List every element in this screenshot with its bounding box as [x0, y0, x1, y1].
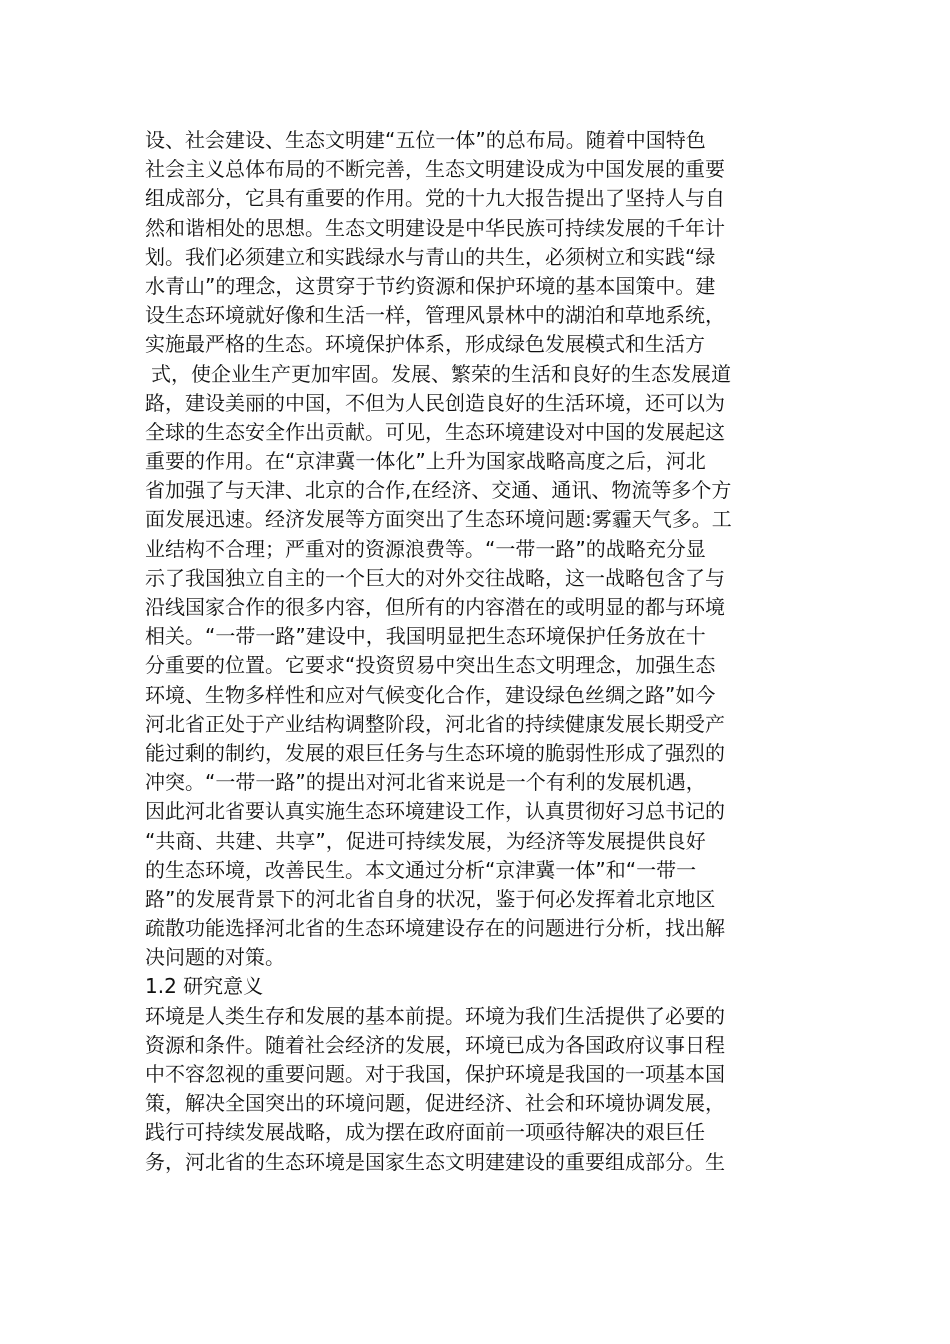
text-line: 的生态环境，改善民生。本文通过分析“京津冀一体”和“一带一: [145, 857, 697, 882]
text-line: 能过剩的制约，发展的艰巨任务与生态环境的脆弱性形成了强烈的: [145, 740, 725, 765]
paragraph-context: [145, 126, 805, 972]
text-line: 河北省正处于产业结构调整阶段，河北省的持续健康发展长期受产: [145, 711, 725, 736]
document-body: [145, 126, 805, 1177]
text-line: 社会主义总体布局的不断完善，生态文明建设成为中国发展的重要: [145, 157, 725, 182]
text-line: 策，解决全国突出的环境问题，促进经济、社会和环境协调发展，: [145, 1091, 725, 1116]
text-line: 设生态环境就好像和生活一样，管理风景林中的湖泊和草地系统，: [145, 303, 725, 328]
text-line: 业结构不合理；严重对的资源浪费等。“一带一路”的战略充分显: [145, 536, 706, 561]
text-line: 全球的生态安全作出贡献。可见，生态环境建设对中国的发展起这: [145, 419, 725, 444]
text-line: 实施最严格的生态。环境保护体系，形成绿色发展模式和生活方: [145, 332, 705, 357]
text-line: 重要的作用。在“京津冀一体化”上升为国家战略高度之后，河北: [145, 449, 706, 474]
text-line: 务，河北省的生态环境是国家生态文明建建设的重要组成部分。生: [145, 1149, 725, 1174]
text-line: 因此河北省要认真实施生态环境建设工作，认真贯彻好习总书记的: [145, 799, 725, 824]
text-line: 示了我国独立自主的一个巨大的对外交往战略，这一战略包含了与: [145, 565, 725, 590]
text-line: 践行可持续发展战略，成为摆在政府面前一项亟待解决的艰巨任: [145, 1120, 705, 1145]
text-line: 疏散功能选择河北省的生态环境建设存在的问题进行分析，找出解: [145, 916, 725, 941]
text-line: 环境是人类生存和发展的基本前提。环境为我们生活提供了必要的: [145, 1003, 725, 1028]
text-line: 环境、生物多样性和应对气候变化合作，建设绿色丝绸之路”如今: [145, 682, 716, 707]
section-heading: 1.2 研究意义: [145, 974, 264, 999]
text-line: 然和谐相处的思想。生态文明建设是中华民族可持续发展的千年计: [145, 215, 725, 240]
text-line: 冲突。“一带一路”的提出对河北省来说是一个有利的发展机遇，: [145, 770, 706, 795]
text-line: 沿线国家合作的很多内容，但所有的内容潜在的或明显的都与环境: [145, 595, 725, 619]
text-line: 水青山”的理念，这贯穿于节约资源和保护环境的基本国策中。建: [145, 273, 716, 298]
text-line: 决问题的对策。: [145, 945, 285, 970]
text-line: 分重要的位置。它要求“投资贸易中突出生态文明理念，加强生态: [145, 653, 716, 678]
text-line: 省加强了与天津、北京的合作,在经济、交通、通讯、物流等多个方: [145, 478, 732, 503]
text-line: 相关。“一带一路”建设中，我国明显把生态环境保护任务放在十: [145, 624, 706, 649]
text-line: 组成部分，它具有重要的作用。党的十九大报告提出了坚持人与自: [145, 186, 725, 211]
text-line: 面发展迅速。经济发展等方面突出了生态环境问题:雾霾天气多。工: [145, 507, 732, 532]
text-line: 路，建设美丽的中国，不但为人民创造良好的生活环境，还可以为: [145, 390, 725, 415]
paragraph-significance: [145, 1002, 805, 1177]
text-line: 设、社会建设、生态文明建“五位一体”的总布局。随着中国特色: [145, 128, 706, 152]
text-line: 资源和条件。随着社会经济的发展，环境已成为各国政府议事日程: [145, 1032, 725, 1057]
text-line: 式，使企业生产更加牢固。发展、繁荣的生活和良好的生态发展道: [151, 361, 731, 386]
text-line: 划。我们必须建立和实践绿水与青山的共生，必须树立和实践“绿: [145, 244, 716, 269]
text-line: “共商、共建、共享”，促进可持续发展，为经济等发展提供良好: [145, 828, 706, 853]
text-line: 中不容忽视的重要问题。对于我国，保护环境是我国的一项基本国: [145, 1062, 725, 1086]
text-line: 路”的发展背景下的河北省自身的状况，鉴于何必发挥着北京地区: [145, 886, 716, 911]
